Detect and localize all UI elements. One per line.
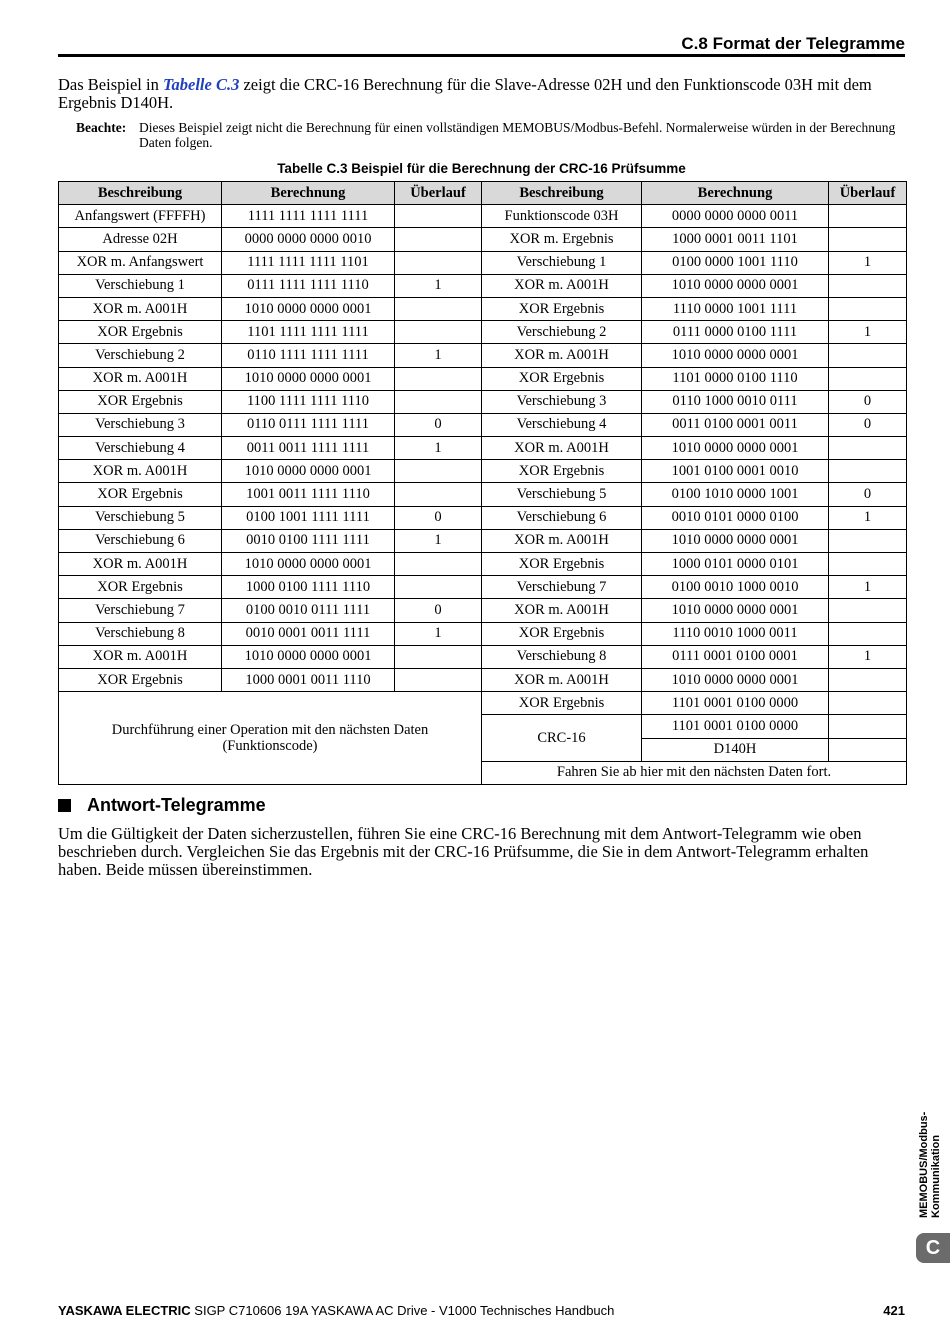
- overflow-cell: 0: [829, 413, 907, 436]
- description-cell: XOR Ergebnis: [59, 321, 222, 344]
- description-cell: Verschiebung 4: [482, 413, 642, 436]
- overflow-cell: [395, 483, 482, 506]
- overflow-cell: 1: [395, 529, 482, 552]
- page-number: 421: [883, 1303, 905, 1318]
- note-text: Dieses Beispiel zeigt nicht die Berechnung für einen vollständigen MEMOBUS/Modbus-Befehl. Normalerweise würden in der Berechnung Daten folgen.: [139, 120, 896, 150]
- overflow-cell: [395, 460, 482, 483]
- table-row: [59, 297, 907, 320]
- overflow-cell: [829, 599, 907, 622]
- description-cell: XOR m. A001H: [482, 437, 642, 460]
- overflow-cell: 0: [829, 390, 907, 413]
- section-title: Antwort-Telegramme: [87, 795, 266, 815]
- side-tab-line1: MEMOBUS/Modbus-: [918, 1111, 930, 1218]
- description-cell: Anfangswert (FFFFH): [59, 205, 222, 228]
- description-cell: XOR m. A001H: [482, 599, 642, 622]
- xor-result-label: XOR Ergebnis: [482, 692, 642, 715]
- description-cell: Adresse 02H: [59, 228, 222, 251]
- side-tab-line2: Kommunikation: [930, 1134, 942, 1218]
- footer-brand: YASKAWA ELECTRIC: [58, 1303, 191, 1318]
- calculation-cell: 0000 0000 0000 0011: [642, 205, 829, 228]
- overflow-cell: 0: [829, 483, 907, 506]
- calculation-cell: 1111 1111 1111 1101: [222, 251, 395, 274]
- overflow-cell: [829, 460, 907, 483]
- description-cell: Verschiebung 6: [482, 506, 642, 529]
- description-cell: Verschiebung 7: [482, 576, 642, 599]
- description-cell: XOR Ergebnis: [59, 576, 222, 599]
- table-row: [59, 390, 907, 413]
- intro-paragraph: [58, 76, 908, 112]
- overflow-cell: 1: [395, 622, 482, 645]
- calculation-cell: 1001 0100 0001 0010: [642, 460, 829, 483]
- section-header-title: C.8 Format der Telegramme: [681, 34, 905, 53]
- calculation-cell: 1010 0000 0000 0001: [222, 553, 395, 576]
- description-cell: XOR m. A001H: [59, 297, 222, 320]
- description-cell: XOR m. A001H: [482, 668, 642, 691]
- overflow-cell: [395, 205, 482, 228]
- calculation-cell: 0100 1001 1111 1111: [222, 506, 395, 529]
- overflow-cell: [395, 645, 482, 668]
- description-cell: XOR Ergebnis: [482, 553, 642, 576]
- description-cell: XOR Ergebnis: [482, 297, 642, 320]
- description-cell: XOR m. Anfangswert: [59, 251, 222, 274]
- table-row: [59, 321, 907, 344]
- note-block: [76, 120, 906, 150]
- merged-text-line2: (Funktionscode): [222, 738, 318, 754]
- overflow-cell: [395, 228, 482, 251]
- description-cell: Verschiebung 7: [59, 599, 222, 622]
- description-cell: Verschiebung 2: [482, 321, 642, 344]
- calculation-cell: 1010 0000 0000 0001: [642, 437, 829, 460]
- description-cell: XOR m. A001H: [482, 344, 642, 367]
- calculation-cell: 1010 0000 0000 0001: [222, 645, 395, 668]
- description-cell: XOR Ergebnis: [482, 367, 642, 390]
- calculation-cell: 1010 0000 0000 0001: [222, 367, 395, 390]
- overflow-cell: [829, 553, 907, 576]
- overflow-cell: [395, 390, 482, 413]
- continue-note: Fahren Sie ab hier mit den nächsten Daten fort.: [482, 761, 907, 784]
- calculation-cell: 0110 0111 1111 1111: [222, 413, 395, 436]
- footer-doc-title: SIGP C710606 19A YASKAWA AC Drive - V1000 Technisches Handbuch: [190, 1303, 615, 1318]
- chapter-tab-letter[interactable]: C: [916, 1233, 950, 1263]
- crc16-hex-value: D140H: [642, 738, 829, 761]
- intro-text-post: zeigt die CRC-16 Berechnung für die Slave-Adresse 02H und den Funktionscode 03H mit dem Ergebnis D140H.: [58, 75, 872, 112]
- calculation-cell: 0100 0010 1000 0010: [642, 576, 829, 599]
- overflow-cell: [395, 576, 482, 599]
- description-cell: Verschiebung 8: [482, 645, 642, 668]
- overflow-cell: [829, 738, 907, 761]
- calculation-cell: 0010 0100 1111 1111: [222, 529, 395, 552]
- overflow-cell: 0: [395, 506, 482, 529]
- overflow-cell: 1: [829, 506, 907, 529]
- calculation-cell: 1010 0000 0000 0001: [642, 599, 829, 622]
- calculation-cell: 0010 0001 0011 1111: [222, 622, 395, 645]
- table-row: [59, 251, 907, 274]
- description-cell: Verschiebung 3: [482, 390, 642, 413]
- footer-document-info: [58, 1303, 614, 1318]
- table-reference-link[interactable]: Tabelle C.3: [162, 75, 240, 94]
- calculation-cell: 1110 0000 1001 1111: [642, 297, 829, 320]
- intro-text-pre: Das Beispiel in: [58, 75, 163, 94]
- table-body: [59, 205, 907, 785]
- calculation-cell: 0110 1000 0010 0111: [642, 390, 829, 413]
- description-cell: Funktionscode 03H: [482, 205, 642, 228]
- description-cell: Verschiebung 4: [59, 437, 222, 460]
- overflow-cell: [395, 668, 482, 691]
- crc16-binary-value: 1101 0001 0100 0000: [642, 715, 829, 738]
- calculation-cell: 1010 0000 0000 0001: [642, 274, 829, 297]
- calculation-cell: 1101 0000 0100 1110: [642, 367, 829, 390]
- calculation-cell: 1010 0000 0000 0001: [642, 529, 829, 552]
- calculation-cell: 0100 1010 0000 1001: [642, 483, 829, 506]
- overflow-cell: [829, 529, 907, 552]
- description-cell: Verschiebung 5: [59, 506, 222, 529]
- calculation-cell: 1010 0000 0000 0001: [222, 460, 395, 483]
- overflow-cell: [395, 321, 482, 344]
- overflow-cell: 1: [395, 274, 482, 297]
- calculation-cell: 1111 1111 1111 1111: [222, 205, 395, 228]
- calculation-cell: 0011 0100 0001 0011: [642, 413, 829, 436]
- description-cell: XOR Ergebnis: [482, 622, 642, 645]
- header-cell: Berechnung: [222, 182, 395, 205]
- table-row: [59, 344, 907, 367]
- calculation-cell: 0111 0001 0100 0001: [642, 645, 829, 668]
- overflow-cell: 1: [829, 251, 907, 274]
- side-tab-label: [918, 1098, 942, 1218]
- calculation-cell: 1110 0010 1000 0011: [642, 622, 829, 645]
- overflow-cell: [395, 367, 482, 390]
- calculation-cell: 1010 0000 0000 0001: [642, 668, 829, 691]
- description-cell: XOR m. A001H: [59, 553, 222, 576]
- overflow-cell: 1: [829, 645, 907, 668]
- xor-result-value: 1101 0001 0100 0000: [642, 692, 829, 715]
- calculation-cell: 1001 0011 1111 1110: [222, 483, 395, 506]
- overflow-cell: 1: [829, 321, 907, 344]
- table-row: [59, 576, 907, 599]
- description-cell: XOR m. A001H: [482, 529, 642, 552]
- description-cell: XOR m. A001H: [482, 274, 642, 297]
- table-header-row: [59, 182, 907, 205]
- calculation-cell: 0011 0011 1111 1111: [222, 437, 395, 460]
- overflow-cell: [829, 274, 907, 297]
- table-row: [59, 205, 907, 228]
- calculation-cell: 1100 1111 1111 1110: [222, 390, 395, 413]
- description-cell: Verschiebung 1: [59, 274, 222, 297]
- overflow-cell: [829, 297, 907, 320]
- description-cell: Verschiebung 8: [59, 622, 222, 645]
- description-cell: XOR m. A001H: [59, 645, 222, 668]
- overflow-cell: [829, 437, 907, 460]
- description-cell: Verschiebung 6: [59, 529, 222, 552]
- overflow-cell: 1: [829, 576, 907, 599]
- overflow-cell: [829, 715, 907, 738]
- table-row: [59, 553, 907, 576]
- description-cell: Verschiebung 5: [482, 483, 642, 506]
- merged-next-data-cell: [59, 692, 482, 785]
- crc-table: [58, 181, 907, 785]
- table-caption: Tabelle C.3 Beispiel für die Berechnung der CRC-16 Prüfsumme: [277, 161, 686, 176]
- calculation-cell: 1000 0001 0011 1110: [222, 668, 395, 691]
- description-cell: Verschiebung 3: [59, 413, 222, 436]
- calculation-cell: 0100 0010 0111 1111: [222, 599, 395, 622]
- table-row: [59, 460, 907, 483]
- description-cell: XOR Ergebnis: [59, 483, 222, 506]
- description-cell: XOR m. A001H: [59, 367, 222, 390]
- overflow-cell: [829, 344, 907, 367]
- table-row: [59, 274, 907, 297]
- description-cell: Verschiebung 1: [482, 251, 642, 274]
- table-row: [59, 529, 907, 552]
- table-row: [59, 506, 907, 529]
- overflow-cell: [395, 553, 482, 576]
- description-cell: XOR Ergebnis: [59, 390, 222, 413]
- square-bullet-icon: [58, 799, 71, 812]
- overflow-cell: [829, 367, 907, 390]
- calculation-cell: 1000 0001 0011 1101: [642, 228, 829, 251]
- calculation-cell: 1000 0101 0000 0101: [642, 553, 829, 576]
- overflow-cell: [395, 297, 482, 320]
- description-cell: XOR Ergebnis: [482, 460, 642, 483]
- table-row: [59, 483, 907, 506]
- header-cell: Überlauf: [395, 182, 482, 205]
- header-cell: Überlauf: [829, 182, 907, 205]
- header-cell: Beschreibung: [59, 182, 222, 205]
- overflow-cell: [395, 251, 482, 274]
- calculation-cell: 0111 1111 1111 1110: [222, 274, 395, 297]
- overflow-cell: [829, 692, 907, 715]
- calculation-cell: 1010 0000 0000 0001: [222, 297, 395, 320]
- calculation-cell: 0000 0000 0000 0010: [222, 228, 395, 251]
- overflow-cell: 0: [395, 413, 482, 436]
- description-cell: XOR m. A001H: [59, 460, 222, 483]
- overflow-cell: 0: [395, 599, 482, 622]
- overflow-cell: [829, 622, 907, 645]
- table-row: [59, 413, 907, 436]
- note-label: Beachte:: [76, 120, 127, 135]
- calculation-cell: 0111 0000 0100 1111: [642, 321, 829, 344]
- table-row: [59, 367, 907, 390]
- crc16-label: CRC-16: [482, 715, 642, 761]
- header-cell: Beschreibung: [482, 182, 642, 205]
- overflow-cell: 1: [395, 344, 482, 367]
- overflow-cell: 1: [395, 437, 482, 460]
- header-rule: [58, 54, 905, 57]
- overflow-cell: [829, 205, 907, 228]
- table-row: [59, 668, 907, 691]
- overflow-cell: [829, 228, 907, 251]
- table-row: [59, 645, 907, 668]
- calculation-cell: 1000 0100 1111 1110: [222, 576, 395, 599]
- calculation-cell: 0010 0101 0000 0100: [642, 506, 829, 529]
- description-cell: Verschiebung 2: [59, 344, 222, 367]
- calculation-cell: 1101 1111 1111 1111: [222, 321, 395, 344]
- header-cell: Berechnung: [642, 182, 829, 205]
- table-row: [59, 228, 907, 251]
- merged-text-line1: Durchführung einer Operation mit den nächsten Daten: [111, 722, 429, 738]
- description-cell: XOR m. Ergebnis: [482, 228, 642, 251]
- calculation-cell: 0110 1111 1111 1111: [222, 344, 395, 367]
- calculation-cell: 0100 0000 1001 1110: [642, 251, 829, 274]
- overflow-cell: [829, 668, 907, 691]
- description-cell: XOR Ergebnis: [59, 668, 222, 691]
- section-paragraph: Um die Gültigkeit der Daten sicherzustellen, führen Sie eine CRC-16 Berechnung mit dem Antwort-Telegramm wie oben beschrieben durch. Vergleichen Sie das Ergebnis mit der CRC-16 Prüfsumme, die Sie in dem Antwort-Telegramm erhalten haben. Beide müssen übereinstimmen.: [58, 824, 869, 879]
- section-heading: [58, 795, 266, 816]
- calculation-cell: 1010 0000 0000 0001: [642, 344, 829, 367]
- table-row: [59, 437, 907, 460]
- table-row-bottom-1: [59, 692, 907, 715]
- table-row: [59, 599, 907, 622]
- table-row: [59, 622, 907, 645]
